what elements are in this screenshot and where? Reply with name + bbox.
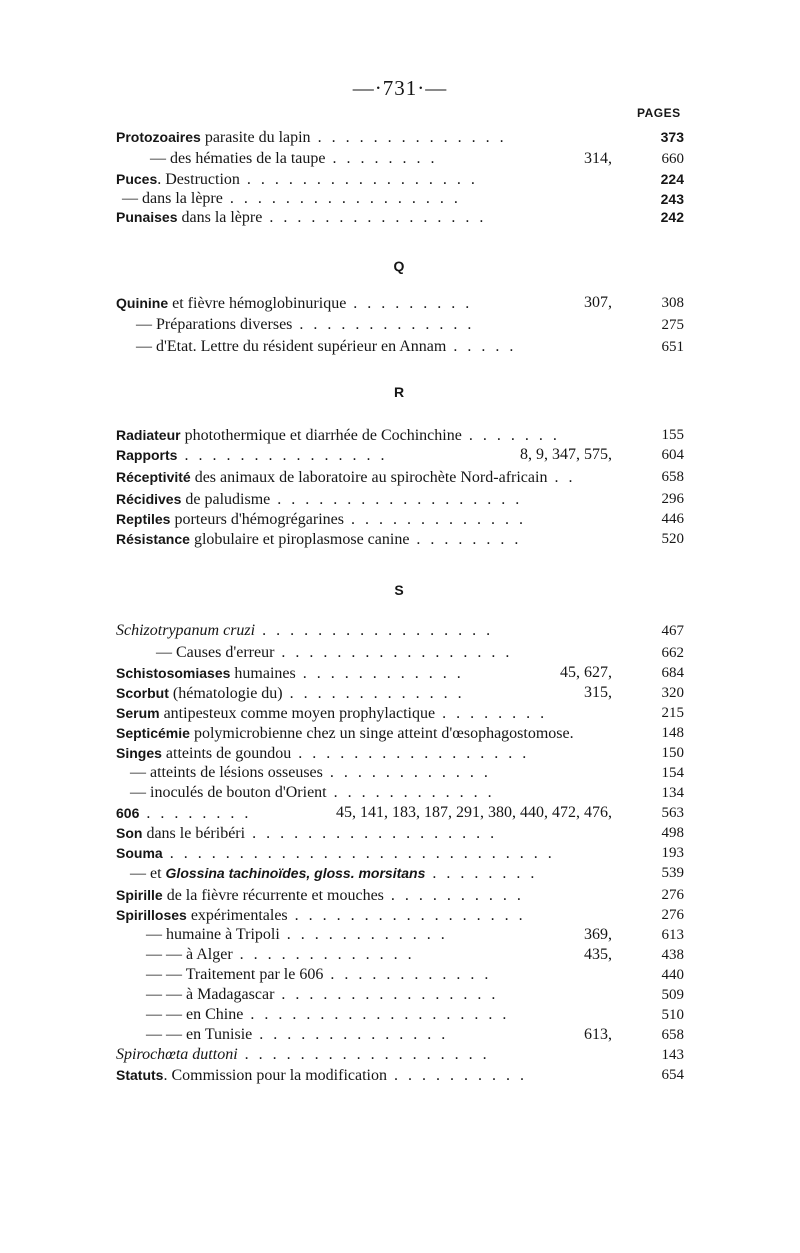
- index-entry: [116, 984, 684, 1006]
- index-entry: [116, 884, 684, 906]
- entry-term-italic: Glossina tachinoïdes, gloss. morsitans: [165, 865, 426, 881]
- entry-pages-extra: 369,: [584, 926, 612, 943]
- entry-page: 276: [661, 887, 684, 903]
- entry-term: Statuts: [116, 1067, 164, 1083]
- entry-subject: — — à Alger: [146, 946, 233, 963]
- index-entry: [116, 424, 684, 446]
- entry-subject: et fièvre hémoglobinurique: [168, 295, 347, 312]
- entry-subject: polymicrobienne chez un singe atteint d'œsophagostomose.: [189, 725, 574, 742]
- leader-dots: . . . . . . . . . . . . .: [232, 946, 415, 963]
- entry-term: Singes: [116, 745, 162, 761]
- entry-subject: (hématologie du): [168, 685, 283, 702]
- entry-page: 215: [661, 705, 684, 721]
- leader-dots: . . . . . . . . . . . . . . . . .: [239, 171, 478, 188]
- entry-page: 276: [661, 907, 684, 923]
- index-entry: [116, 488, 684, 510]
- entry-pages-extra: 314,: [584, 150, 612, 167]
- entry-subject: — d'Etat. Lettre du résident supérieur en Annam: [136, 338, 447, 355]
- leader-dots: . . . . . . . . . . . . . . .: [177, 447, 388, 464]
- index-entry: [116, 620, 684, 642]
- index-entry: [116, 862, 684, 884]
- leader-dots: . . . . . . . . . . . .: [279, 926, 448, 943]
- leader-dots: . . . . . . . . . . . . . . . . .: [291, 745, 530, 762]
- entry-page: 148: [661, 725, 684, 741]
- entry-page: 154: [661, 765, 684, 781]
- leader-dots: . . . . . . . . . . . .: [326, 784, 495, 801]
- entry-page: 242: [660, 209, 684, 225]
- index-entry: [116, 528, 684, 550]
- index-entry: [116, 126, 684, 148]
- index-entry: [116, 206, 684, 228]
- section-letter-q: Q: [393, 258, 405, 274]
- entry-pages-extra: 307,: [584, 294, 612, 311]
- entry-term: Punaises: [116, 209, 178, 225]
- entry-term: Résistance: [116, 531, 190, 547]
- entry-subject: — Causes d'erreur: [156, 644, 275, 661]
- index-entry: [116, 964, 684, 986]
- entry-term: Souma: [116, 845, 163, 861]
- entry-term-italic: Schizotrypanum cruzi: [116, 622, 256, 639]
- entry-subject: — humaine à Tripoli: [146, 926, 280, 943]
- pages-column-header: PAGES: [637, 106, 681, 120]
- entry-subject: de la fièvre récurrente et mouches: [162, 887, 384, 904]
- entry-term: Radiateur: [116, 427, 181, 443]
- entry-page: 155: [661, 427, 684, 443]
- entry-page: 446: [661, 511, 684, 527]
- entry-page: 509: [661, 987, 684, 1003]
- index-entry: [116, 1024, 684, 1046]
- index-entry: [116, 742, 684, 764]
- index-entry: [116, 148, 684, 170]
- entry-term: Réceptivité: [116, 469, 191, 485]
- entry-term: Serum: [116, 705, 160, 721]
- index-entry: [116, 336, 684, 358]
- leader-dots: . . . . . . . . . . . . . . . .: [262, 209, 487, 226]
- entry-subject: humaines: [230, 665, 296, 682]
- entry-page: 539: [661, 865, 684, 881]
- entry-term: Rapports: [116, 447, 178, 463]
- entry-term: Quinine: [116, 295, 169, 311]
- leader-dots: . . . . . . . .: [425, 865, 538, 882]
- entry-subject: — — Traitement par le 606: [146, 966, 324, 983]
- index-entry: [116, 292, 684, 314]
- entry-term-italic: Spirochœta duttoni: [116, 1046, 238, 1063]
- entry-subject: dans la lèpre: [177, 209, 263, 226]
- leader-dots: . . . . . . . . . . . . . . . . . . .: [243, 1006, 510, 1023]
- entry-subject: dans le béribéri: [142, 825, 246, 842]
- index-entry: [116, 508, 684, 530]
- entry-page: 684: [661, 665, 684, 681]
- leader-dots: . . . . . . .: [461, 427, 560, 444]
- leader-dots: . . . . . . . . .: [346, 295, 473, 312]
- entry-page: 373: [660, 129, 684, 145]
- entry-term: Récidives: [116, 491, 182, 507]
- entry-subject: photothermique et diarrhée de Cochinchine: [180, 427, 462, 444]
- leader-dots: . . . . . . . .: [409, 531, 522, 548]
- entry-subject: . Commission pour la modification: [163, 1067, 387, 1084]
- entry-term: Spirille: [116, 887, 163, 903]
- index-entry: [116, 904, 684, 926]
- entry-subject: . Destruction: [157, 171, 240, 188]
- leader-dots: . . . . . . . . . .: [383, 887, 524, 904]
- index-entry: [116, 782, 684, 804]
- leader-dots: . . . . . . . . . . . . . . . . . .: [237, 1046, 490, 1063]
- entry-subject: parasite du lapin: [200, 129, 311, 146]
- leader-dots: . . . . . . . . . . . . . . . . . . . . . . . . . . . .: [162, 845, 555, 862]
- entry-page: 660: [661, 151, 684, 167]
- entry-term: Protozoaires: [116, 129, 201, 145]
- leader-dots: . . . . . . . . . . . . . .: [252, 1026, 449, 1043]
- entry-pages-extra: 45, 141, 183, 187, 291, 380, 440, 472, 476,: [336, 804, 612, 821]
- section-letter-r: R: [393, 384, 405, 400]
- entry-page: 296: [661, 491, 684, 507]
- leader-dots: . . . . . . . .: [325, 150, 438, 167]
- entry-subject: globulaire et piroplasmose canine: [189, 531, 410, 548]
- entry-subject: atteints de goundou: [161, 745, 292, 762]
- leader-dots: . . . . . . . . . . . . . . . . . .: [245, 825, 498, 842]
- leader-dots: . . . . . . . . . . . . . . . .: [274, 986, 499, 1003]
- entry-page: 134: [661, 785, 684, 801]
- entry-page: 243: [660, 191, 684, 207]
- entry-subject: — atteints de lésions osseuses: [130, 764, 323, 781]
- entry-page: 613: [661, 927, 684, 943]
- entry-term: Scorbut: [116, 685, 169, 701]
- entry-page: 467: [661, 623, 684, 639]
- entry-subject: antipesteux comme moyen prophylactique: [159, 705, 436, 722]
- entry-term: Septicémie: [116, 725, 190, 741]
- entry-subject: — et: [130, 865, 166, 882]
- leader-dots: . . . . . . . . . . . . .: [292, 316, 475, 333]
- entry-page: 510: [661, 1007, 684, 1023]
- index-entry: [116, 944, 684, 966]
- entry-page: 438: [661, 947, 684, 963]
- entry-page: 143: [661, 1047, 684, 1063]
- leader-dots: . . . . . . . . . . . . .: [282, 685, 465, 702]
- entry-subject: — inoculés de bouton d'Orient: [130, 784, 327, 801]
- entry-subject: expérimentales: [186, 907, 288, 924]
- entry-term: Schistosomiases: [116, 665, 231, 681]
- entry-page: 520: [661, 531, 684, 547]
- entry-pages-extra: 315,: [584, 684, 612, 701]
- entry-pages-extra: 45, 627,: [560, 664, 612, 681]
- index-entry: [116, 722, 684, 744]
- leader-dots: . . . . . . . . . . . . . . . . .: [274, 644, 513, 661]
- entry-page: 224: [660, 171, 684, 187]
- entry-page: 440: [661, 967, 684, 983]
- index-entry: [116, 762, 684, 784]
- entry-subject: — — en Chine: [146, 1006, 244, 1023]
- index-entry: [116, 444, 684, 466]
- entry-subject: — — à Madagascar: [146, 986, 275, 1003]
- entry-subject: porteurs d'hémogrégarines: [170, 511, 344, 528]
- entry-page: 658: [661, 1027, 684, 1043]
- leader-dots: . . . . . . . . . . . .: [322, 764, 491, 781]
- index-entry: [116, 1004, 684, 1026]
- entry-term: Son: [116, 825, 143, 841]
- entry-pages-extra: 613,: [584, 1026, 612, 1043]
- leader-dots: . . . . . . . . . .: [387, 1067, 527, 1084]
- leader-dots: . . . . . . . .: [435, 705, 548, 722]
- index-entry: [116, 466, 684, 488]
- entry-page: 275: [661, 317, 684, 333]
- index-entry: [116, 802, 684, 824]
- index-entry: [116, 662, 684, 684]
- index-entry: [116, 168, 684, 190]
- entry-page: 320: [661, 685, 684, 701]
- entry-page: 308: [661, 295, 684, 311]
- entry-page: 662: [661, 645, 684, 661]
- index-entry: [116, 842, 684, 864]
- entry-subject: — — en Tunisie: [146, 1026, 253, 1043]
- leader-dots: . . . . .: [446, 338, 517, 355]
- entry-page: 150: [661, 745, 684, 761]
- leader-dots: . . . . . . . .: [139, 805, 252, 822]
- page-number: —·731·—: [352, 76, 448, 100]
- entry-page: 563: [661, 805, 684, 821]
- leader-dots: . . . . . . . . . . . . . . . . .: [255, 622, 494, 639]
- leader-dots: . . . . . . . . . . . .: [323, 966, 492, 983]
- entry-pages-extra: 435,: [584, 946, 612, 963]
- entry-term: Reptiles: [116, 511, 171, 527]
- entry-page: 654: [661, 1067, 684, 1083]
- index-entry: [116, 1064, 684, 1086]
- entry-page: 651: [661, 339, 684, 355]
- entry-subject: — des hématies de la taupe: [150, 150, 326, 167]
- entry-page: 658: [661, 469, 684, 485]
- index-entry: [116, 924, 684, 946]
- leader-dots: . . . . . . . . . . . . . .: [310, 129, 507, 146]
- leader-dots: . . . . . . . . . . . . .: [343, 511, 526, 528]
- entry-subject: — dans la lèpre: [122, 190, 223, 207]
- leader-dots: . . . . . . . . . . . .: [295, 665, 464, 682]
- index-entry: [116, 702, 684, 724]
- leader-dots: . .: [547, 469, 576, 486]
- entry-term: Spirilloses: [116, 907, 187, 923]
- entry-page: 498: [661, 825, 684, 841]
- section-letter-s: S: [394, 582, 404, 598]
- entry-term: 606: [116, 805, 140, 821]
- entry-page: 193: [661, 845, 684, 861]
- entry-subject: des animaux de laboratoire au spirochète Nord-africain: [190, 469, 548, 486]
- entry-subject: de paludisme: [181, 491, 271, 508]
- index-entry: [116, 1044, 684, 1066]
- index-entry: [116, 314, 684, 336]
- index-entry: [116, 682, 684, 704]
- leader-dots: . . . . . . . . . . . . . . . . .: [287, 907, 526, 924]
- index-entry: [116, 822, 684, 844]
- leader-dots: . . . . . . . . . . . . . . . . .: [222, 190, 461, 207]
- entry-term: Puces: [116, 171, 158, 187]
- leader-dots: . . . . . . . . . . . . . . . . . .: [270, 491, 523, 508]
- entry-subject: — Préparations diverses: [136, 316, 293, 333]
- entry-page: 604: [661, 447, 684, 463]
- entry-pages-extra: 8, 9, 347, 575,: [520, 446, 612, 463]
- index-entry: [116, 642, 684, 664]
